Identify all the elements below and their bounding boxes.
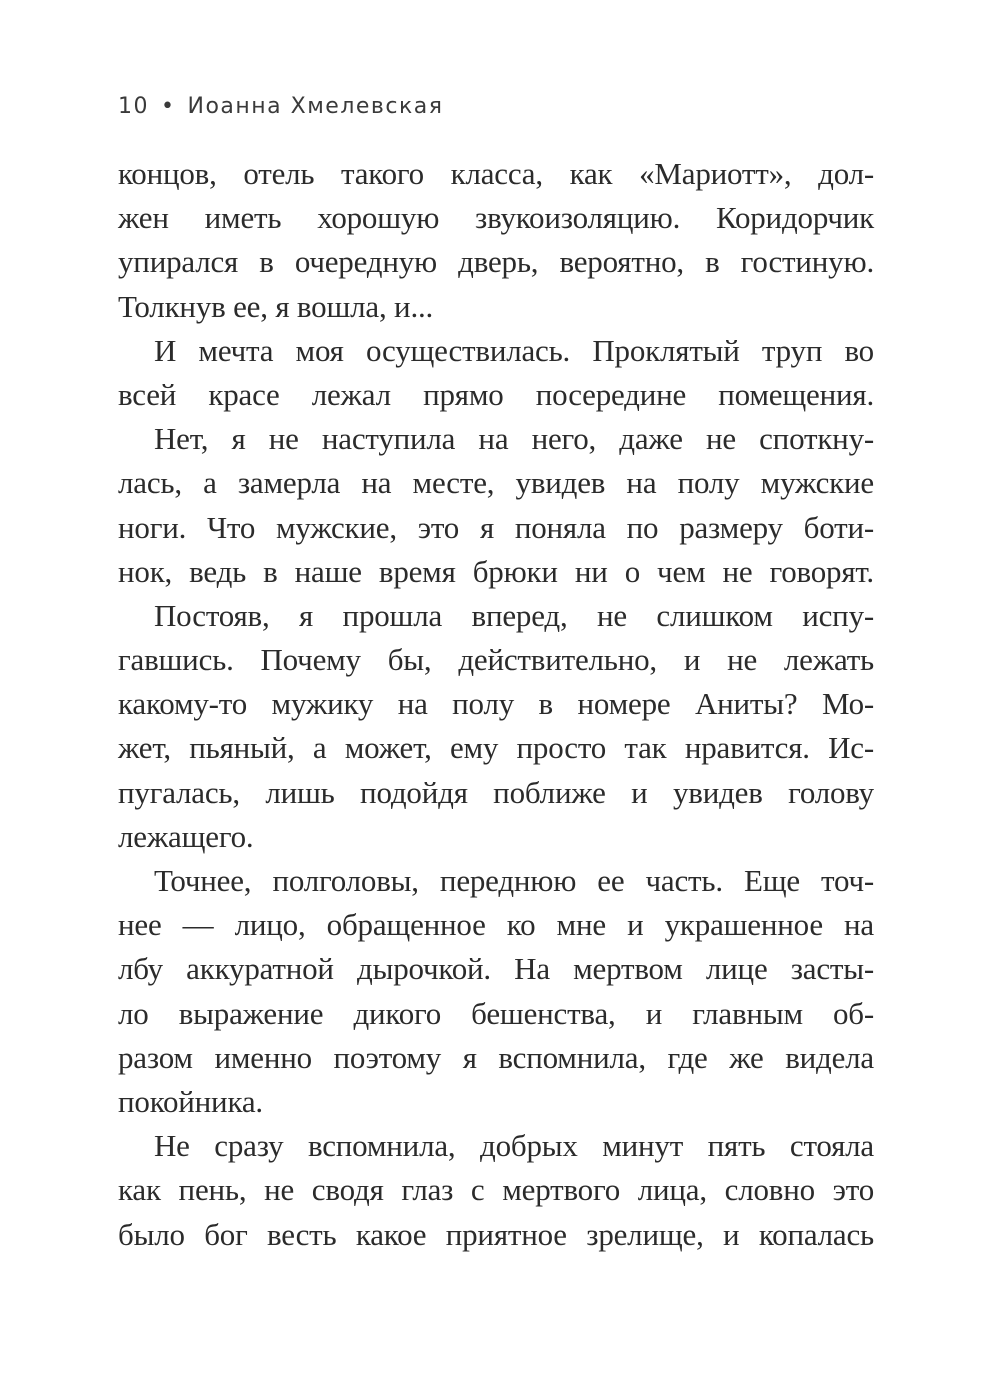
text-line: нок, ведь в наше время брюки ни о чем не говорят. xyxy=(118,553,874,589)
text-line: всей красе лежал прямо посередине помещения. xyxy=(118,376,874,412)
author-name: Иоанна Хмелевская xyxy=(187,94,444,119)
paragraph xyxy=(118,152,874,329)
paragraph xyxy=(118,859,874,1124)
paragraph xyxy=(118,594,874,859)
text-line: как пень, не сводя глаз с мертвого лица, словно это xyxy=(118,1172,874,1208)
text-line: Постояв, я прошла вперед, не слишком испу- xyxy=(154,597,874,633)
text-line: жет, пьяный, а может, ему просто так нравится. Ис- xyxy=(118,730,874,766)
text-line: лбу аккуратной дырочкой. На мертвом лице засты- xyxy=(118,951,874,987)
paragraph xyxy=(118,417,874,594)
running-head xyxy=(118,94,444,119)
text-line: концов, отель такого класса, как «Мариотт», дол- xyxy=(118,156,874,191)
text-line: ло выражение дикого бешенства, и главным об- xyxy=(118,995,874,1031)
text-line: жен иметь хорошую звукоизоляцию. Коридорчик xyxy=(118,200,874,236)
text-line: нее — лицо, обращенное ко мне и украшенное на xyxy=(118,907,874,943)
text-line: разом именно поэтому я вспомнила, где же видела xyxy=(118,1039,874,1075)
text-line: ноги. Что мужские, это я поняла по размеру боти- xyxy=(118,509,874,545)
text-line: Не сразу вспомнила, добрых минут пять стояла xyxy=(154,1128,874,1164)
header-separator: • xyxy=(161,94,176,119)
text-line: упирался в очередную дверь, вероятно, в гостиную. xyxy=(118,244,874,280)
text-line: какому-то мужику на полу в номере Аниты? Мо- xyxy=(118,686,874,722)
body-text xyxy=(118,152,874,1257)
paragraph xyxy=(118,1124,874,1257)
text-line: лежащего. xyxy=(118,818,254,854)
text-line: покойника. xyxy=(118,1083,263,1119)
text-line: Точнее, полголовы, переднюю ее часть. Еще точ- xyxy=(154,863,874,898)
text-line: пугалась, лишь подойдя поближе и увидев голову xyxy=(118,774,874,810)
text-line: лась, а замерла на месте, увидев на полу мужские xyxy=(118,465,874,501)
page-number: 10 xyxy=(118,94,149,119)
text-line: было бог весть какое приятное зрелище, и копалась xyxy=(118,1216,874,1252)
text-line: И мечта моя осуществилась. Проклятый труп во xyxy=(154,332,874,368)
text-line: Нет, я не наступила на него, даже не споткну- xyxy=(154,421,874,457)
paragraph xyxy=(118,329,874,417)
text-line: гавшись. Почему бы, действительно, и не лежать xyxy=(118,642,874,678)
text-line: Толкнув ее, я вошла, и... xyxy=(118,288,434,324)
